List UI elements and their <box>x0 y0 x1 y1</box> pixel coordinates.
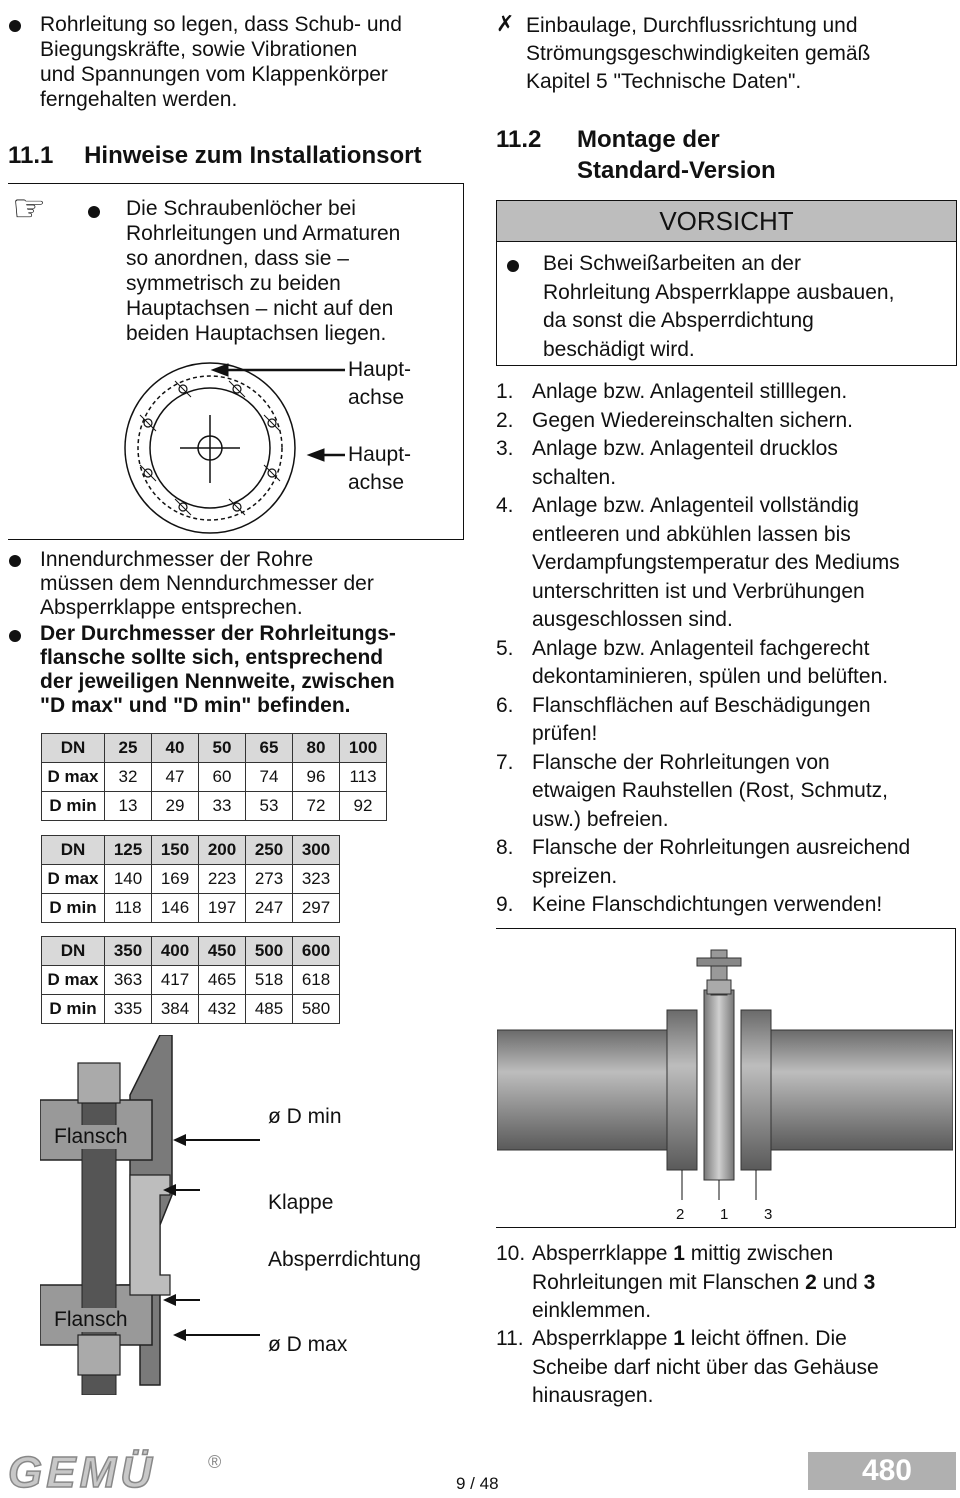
text-line: beschädigt wird. <box>543 337 695 361</box>
bullet-inner-diameter <box>40 548 374 620</box>
text-line <box>496 1325 956 1354</box>
table-cell: 223 <box>199 865 246 894</box>
table-cell: 300 <box>293 836 340 865</box>
doc-number-badge: 480 <box>808 1452 956 1490</box>
text-line: der jeweiligen Nennweite, zwischen <box>40 670 395 693</box>
text-line: Haupt- <box>348 358 412 381</box>
text-line: Anlage bzw. Anlagenteil fachgerecht <box>532 636 870 660</box>
table-cell: 53 <box>246 792 293 821</box>
text-line: Montage der <box>577 126 720 153</box>
table-cell: DN <box>42 937 105 966</box>
text-line: Anlage bzw. Anlagenteil drucklos <box>532 437 838 460</box>
step-number: 4. <box>496 494 514 517</box>
table-cell: D min <box>42 792 105 821</box>
text-line: Flanschflächen auf Beschädigungen <box>532 693 871 717</box>
table-cell: 335 <box>105 995 152 1024</box>
table-row <box>42 894 340 923</box>
table-cell: 432 <box>199 995 246 1024</box>
text-run: 2 <box>805 1270 817 1294</box>
table-cell: 580 <box>293 995 340 1024</box>
table-cell: 500 <box>246 937 293 966</box>
hint-text <box>126 196 400 346</box>
text-run: 1 <box>673 1242 685 1265</box>
text-line: Rohrleitung Absperrklappe ausbauen, <box>543 280 895 304</box>
table-cell: 72 <box>293 792 340 821</box>
table-cell: 80 <box>293 734 340 763</box>
bullet-dot <box>88 206 100 218</box>
table-cell: 518 <box>246 966 293 995</box>
valve-between-pipes-diagram <box>497 940 953 1200</box>
step-number: 11. <box>496 1327 524 1350</box>
step-number: 5. <box>496 636 514 660</box>
section-title: Hinweise zum Installationsort <box>84 142 422 169</box>
cross-text <box>526 12 870 96</box>
text-line: Flansche der Rohrleitungen ausreichend <box>532 836 911 859</box>
table-cell: 273 <box>246 865 293 894</box>
table-row <box>42 836 340 865</box>
dn-table-2 <box>41 835 340 923</box>
table-cell: 118 <box>105 894 152 923</box>
table-cell: 384 <box>152 995 199 1024</box>
bullet-dot <box>9 555 21 567</box>
table-cell: 60 <box>199 763 246 792</box>
text-line: schalten. <box>532 465 617 489</box>
text-line: Der Durchmesser der Rohrleitungs- <box>40 622 396 645</box>
table-row <box>42 995 340 1024</box>
table-row <box>42 763 387 792</box>
text-line: spreizen. <box>532 864 618 888</box>
table-cell: 323 <box>293 865 340 894</box>
table-cell: 113 <box>340 763 387 792</box>
table-cell: 92 <box>340 792 387 821</box>
table-cell: 150 <box>152 836 199 865</box>
bullet-dot <box>507 260 519 272</box>
step-number: 2. <box>496 408 514 432</box>
gemu-logo: GEMÜ <box>8 1448 156 1497</box>
text-line: einklemmen. <box>532 1299 652 1322</box>
table-cell: 65 <box>246 734 293 763</box>
text-line: Gegen Wiedereinschalten sichern. <box>532 408 854 432</box>
table-cell: 417 <box>152 966 199 995</box>
bolt-circle-diagram <box>120 355 350 535</box>
flansch-top-label: Flansch <box>54 1125 128 1148</box>
text-line: Bei Schweißarbeiten an der <box>543 252 801 275</box>
text-line: beiden Hauptachsen liegen. <box>126 322 387 345</box>
table-cell: 465 <box>199 966 246 995</box>
table-cell: 450 <box>199 937 246 966</box>
text-line: Einbaulage, Durchflussrichtung und <box>526 14 858 37</box>
text-line: da sonst die Absperrdichtung <box>543 309 814 332</box>
table-cell: D min <box>42 894 105 923</box>
text-line: Keine Flanschdichtungen verwenden! <box>532 893 883 916</box>
step-number: 9. <box>496 893 514 916</box>
text-line: Verdampfungstemperatur des Mediums <box>532 551 900 574</box>
figure-label-2: 2 <box>676 1206 685 1223</box>
step-10 <box>496 1240 956 1326</box>
flansch-bottom-label: Flansch <box>54 1308 128 1331</box>
table-cell: 125 <box>105 836 152 865</box>
dn-table-1 <box>41 733 387 821</box>
text-line: Absperrklappe entsprechen. <box>40 596 303 619</box>
step-number: 7. <box>496 750 514 774</box>
text-run: 3 <box>863 1270 876 1294</box>
figure-label-1: 1 <box>720 1206 729 1223</box>
table-cell: 140 <box>105 865 152 894</box>
page-number: 9 / 48 <box>456 1474 499 1493</box>
text-line: ferngehalten werden. <box>40 88 238 111</box>
dichtung-label: Absperrdichtung <box>268 1248 421 1271</box>
axis-label-2 <box>348 441 411 497</box>
dmin-label: ø D min <box>268 1105 342 1128</box>
table-row <box>42 792 387 821</box>
step-number: 8. <box>496 836 514 859</box>
text-line: Rohrleitung so legen, dass Schub- und <box>40 13 402 36</box>
table-cell: 96 <box>293 763 340 792</box>
table-cell: D max <box>42 966 105 995</box>
table-cell: 33 <box>199 792 246 821</box>
text-run: Absperrklappe <box>532 1327 674 1350</box>
table-cell: 350 <box>105 937 152 966</box>
text-line: Flansche der Rohrleitungen von <box>532 750 830 774</box>
text-line <box>496 1240 956 1269</box>
bullet-flange-diameter <box>40 622 396 718</box>
text-line: hinausragen. <box>532 1384 654 1407</box>
text-run: 1 <box>673 1327 685 1350</box>
axis-label-1 <box>348 356 411 412</box>
table-cell: 47 <box>152 763 199 792</box>
text-line: unterschritten ist und Verbrühungen <box>532 579 865 603</box>
section-heading-11-2 <box>496 124 541 155</box>
table-cell: DN <box>42 836 105 865</box>
table-row <box>42 937 340 966</box>
cross-mark-icon: ✗ <box>496 12 515 37</box>
step-number: 10. <box>496 1242 526 1265</box>
table-cell: D max <box>42 763 105 792</box>
table-cell: 250 <box>246 836 293 865</box>
table-cell: 13 <box>105 792 152 821</box>
text-line <box>532 1240 833 1269</box>
text-line: müssen dem Nenndurchmesser der <box>40 572 374 595</box>
table-cell: 74 <box>246 763 293 792</box>
text-line: Kapitel 5 "Technische Daten". <box>526 70 802 93</box>
text-line: so anordnen, dass sie – <box>126 247 349 270</box>
text-line: entleeren und abkühlen lassen bis <box>532 522 851 546</box>
bullet-dot <box>9 630 21 642</box>
step-number: 6. <box>496 693 514 717</box>
text-run: Absperrklappe <box>532 1242 674 1265</box>
text-line: ausgeschlossen sind. <box>532 608 733 631</box>
caution-header: VORSICHT <box>497 201 956 242</box>
table-cell: 363 <box>105 966 152 995</box>
table-cell: D max <box>42 865 105 894</box>
table-cell: 25 <box>105 734 152 763</box>
step-11 <box>496 1325 956 1411</box>
table-cell: 50 <box>199 734 246 763</box>
text-line: Haupt- <box>348 443 412 466</box>
section-title-11-2 <box>577 124 776 186</box>
table-row <box>42 865 340 894</box>
bullet-dot <box>9 20 21 32</box>
text-line: dekontaminieren, spülen und belüften. <box>532 665 889 688</box>
table-cell: 40 <box>152 734 199 763</box>
text-line: Standard-Version <box>577 157 776 184</box>
text-line: Hauptachsen – nicht auf den <box>126 297 394 320</box>
text-line: achse <box>348 471 405 494</box>
section-number: 11.2 <box>496 126 542 153</box>
registered-mark: ® <box>208 1452 222 1472</box>
text-run: und <box>816 1270 864 1294</box>
text-line: Innendurchmesser der Rohre <box>40 548 314 571</box>
intro-bullet <box>40 12 402 112</box>
step-number: 3. <box>496 437 514 460</box>
section-number: 11.1 <box>8 142 54 169</box>
table-cell: 100 <box>340 734 387 763</box>
table-cell: 200 <box>199 836 246 865</box>
text-line: Rohrleitungen und Armaturen <box>126 222 401 245</box>
text-line: Die Schraubenlöcher bei <box>126 197 356 220</box>
steps-list <box>496 378 956 918</box>
text-line <box>532 1325 847 1354</box>
text-run: leicht öffnen. Die <box>684 1327 847 1350</box>
table-cell: 146 <box>152 894 199 923</box>
text-line: Anlage bzw. Anlagenteil stilllegen. <box>532 380 848 403</box>
text-line: achse <box>348 386 405 409</box>
text-line: Anlage bzw. Anlagenteil vollständig <box>532 494 859 517</box>
dn-table-3 <box>41 936 340 1024</box>
text-run: mittig zwischen <box>684 1242 834 1265</box>
table-cell: 197 <box>199 894 246 923</box>
table-cell: 618 <box>293 966 340 995</box>
table-cell: 29 <box>152 792 199 821</box>
text-line: Scheibe darf nicht über das Gehäuse <box>532 1355 879 1379</box>
table-cell: 400 <box>152 937 199 966</box>
caution-text <box>543 250 894 364</box>
text-line: "D max" und "D min" befinden. <box>40 694 351 717</box>
text-run: Rohrleitungen mit Flanschen <box>532 1270 806 1294</box>
table-cell: 169 <box>152 865 199 894</box>
text-line: flansche sollte sich, entsprechend <box>40 646 384 669</box>
pointing-hand-icon: ☞ <box>12 186 47 230</box>
table-row <box>42 734 387 763</box>
text-line: etwaigen Rauhstellen (Rost, Schmutz, <box>532 779 889 802</box>
table-cell: 600 <box>293 937 340 966</box>
text-line: Biegungskräfte, sowie Vibrationen <box>40 38 358 61</box>
table-cell: DN <box>42 734 105 763</box>
text-line <box>496 1269 956 1298</box>
text-line: symmetrisch zu beiden <box>126 272 341 295</box>
text-line: und Spannungen vom Klappenkörper <box>40 63 388 86</box>
section-heading-11-1 <box>8 142 421 170</box>
text-line: prüfen! <box>532 722 598 745</box>
table-row <box>42 966 340 995</box>
table-cell: 247 <box>246 894 293 923</box>
flange-section-diagram <box>40 1035 280 1395</box>
step-number: 1. <box>496 380 514 403</box>
table-cell: 32 <box>105 763 152 792</box>
text-line: usw.) befreien. <box>532 807 669 831</box>
table-cell: 297 <box>293 894 340 923</box>
table-cell: 485 <box>246 995 293 1024</box>
table-cell: D min <box>42 995 105 1024</box>
dmax-label: ø D max <box>268 1333 348 1356</box>
klappe-label: Klappe <box>268 1191 334 1214</box>
figure-label-3: 3 <box>764 1206 773 1223</box>
text-line: Strömungsgeschwindigkeiten gemäß <box>526 42 871 65</box>
